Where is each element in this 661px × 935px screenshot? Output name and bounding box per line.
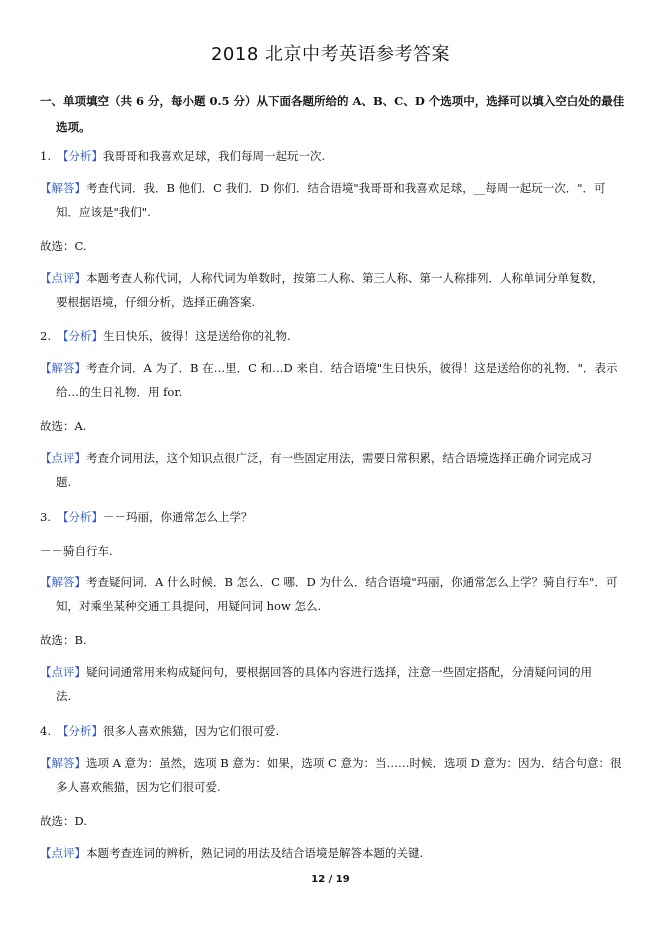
item-1-answer [40, 176, 624, 224]
item-2-number: 2. [40, 329, 51, 343]
answer-tag: 【解答】 [40, 575, 86, 589]
item-3-comment-line2: 法. [56, 689, 72, 703]
item-3-answer-line1: 考查疑问词．A 什么时候．B 怎么．C 哪．D 为什么．结合语境"玛丽，你通常怎么上学？骑自行车"．可 [86, 575, 618, 589]
analysis-tag: 【分析】 [56, 724, 103, 738]
item-4-comment-line1: 本题考查连词的辨析，熟记词的用法及结合语境是解答本题的关键. [86, 846, 424, 860]
item-1-number: 1. [40, 149, 51, 163]
item-3-comment [40, 660, 624, 708]
item-3-analysis-text: －－玛丽，你通常怎么上学？ [102, 510, 253, 524]
answer-tag: 【解答】 [40, 181, 86, 195]
section-heading-line1: 一、单项填空（共 6 分，每小题 0.5 分）从下面各题所给的 A、B、C、D 个选项中，选择可以填入空白处的最佳 [40, 94, 625, 108]
comment-tag: 【点评】 [40, 846, 86, 860]
item-1-comment-line1: 本题考查人称代词，人称代词为单数时，按第二人称、第三人称、第一人称排列．人称单词分单复数， [86, 271, 604, 285]
item-2-comment [40, 446, 624, 494]
item-3-analysis [40, 509, 252, 525]
item-3-number: 3. [40, 510, 51, 524]
answer-tag: 【解答】 [40, 361, 86, 375]
item-3-analysis-line2: －－骑自行车. [40, 544, 113, 558]
section-heading [40, 88, 625, 140]
comment-tag: 【点评】 [40, 665, 86, 679]
analysis-tag: 【分析】 [56, 510, 103, 524]
item-4-number: 4. [40, 724, 51, 738]
item-2-analysis-text: 生日快乐，彼得！这是送给你的礼物. [102, 329, 291, 343]
item-1-answer-line2: 知．应该是"我们". [56, 205, 151, 219]
answer-tag: 【解答】 [40, 756, 86, 770]
item-3-choice: 故选：B. [40, 633, 87, 647]
item-2-choice: 故选：A. [40, 419, 87, 433]
item-4-analysis [40, 723, 279, 739]
item-1-comment [40, 266, 624, 314]
item-1-analysis [40, 148, 325, 164]
item-2-answer-line1: 考查介词．A 为了．B 在…里．C 和…D 来自．结合语境"生日快乐，彼得！这是送给你的礼物．"．表示 [86, 361, 618, 375]
item-4-comment [40, 841, 624, 865]
analysis-tag: 【分析】 [56, 149, 103, 163]
item-4-answer [40, 751, 624, 799]
item-4-answer-line1: 选项 A 意为：虽然，选项 B 意为：如果，选项 C 意为：当……时候．选项 D 意为：因为．结合句意：很 [86, 756, 622, 770]
page-title: 2018 北京中考英语参考答案 [210, 44, 451, 65]
analysis-tag: 【分析】 [56, 329, 103, 343]
item-3-answer [40, 570, 624, 618]
item-3-answer-line2: 知，对乘坐某种交通工具提问，用疑问词 how 怎么. [56, 599, 322, 613]
item-2-answer [40, 356, 624, 404]
item-2-answer-line2: 给…的生日礼物．用 for. [56, 385, 183, 399]
item-4-choice: 故选：D. [40, 814, 87, 828]
item-2-comment-line2: 题. [56, 475, 72, 489]
page-number: 12 / 19 [311, 874, 350, 885]
item-1-choice: 故选：C. [40, 239, 87, 253]
item-4-answer-line2: 多人喜欢熊猫，因为它们很可爱. [56, 780, 221, 794]
item-3-comment-line1: 疑问词通常用来构成疑问句，要根据回答的具体内容进行选择，注意一些固定搭配，分清疑问词的用 [86, 665, 592, 679]
item-1-answer-line1: 考查代词．我．B 他们．C 我们．D 你们．结合语境"我哥哥和我喜欢足球，__每周一起玩一次．"．可 [86, 181, 606, 195]
comment-tag: 【点评】 [40, 271, 86, 285]
comment-tag: 【点评】 [40, 451, 86, 465]
item-2-analysis [40, 328, 291, 344]
item-1-comment-line2: 要根据语境，仔细分析，选择正确答案. [56, 295, 256, 309]
item-4-analysis-text: 很多人喜欢熊猫，因为它们很可爱. [102, 724, 280, 738]
item-1-analysis-text: 我哥哥和我喜欢足球，我们每周一起玩一次. [102, 149, 326, 163]
section-heading-line2: 选项。 [56, 120, 91, 134]
item-2-comment-line1: 考查介词用法，这个知识点很广泛，有一些固定用法，需要日常积累，结合语境选择正确介词完成习 [86, 451, 592, 465]
